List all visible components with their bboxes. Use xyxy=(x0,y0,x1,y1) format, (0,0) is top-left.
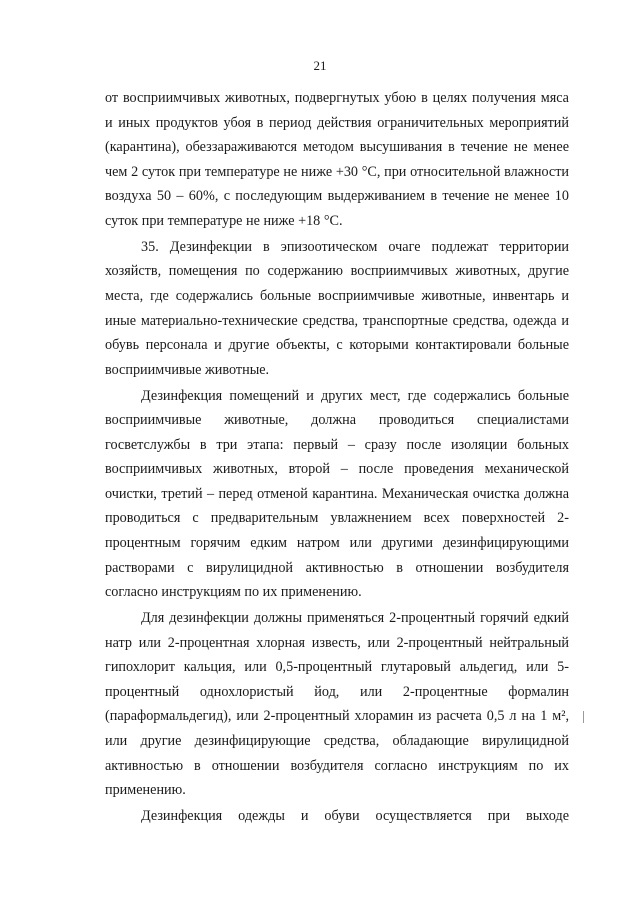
paragraph-carcass-drying: от восприимчивых животных, подвергнутых убою в целях получения мяса и иных продуктов убоя в период действия ограничительных мероприятий (карантина), обеззараживаются методом высушивания в течение не менее чем 2 суток при температуре не ниже +30 °С, при относительной влажности воздуха 50 – 60%, с последующим выдерживанием в течение не менее 10 суток при температуре не ниже +18 °С. xyxy=(105,90,569,229)
paragraph-premises-disinfection-stages: Дезинфекция помещений и других мест, где содержались больные восприимчивые животные, должна проводиться специалистами госветслужбы в три этапа: первый – сразу после изоляции больных восприимчивых животных, второй – после проведения механической очистки, третий – перед отменой карантина. Механическая очистка должна проводиться с предварительным увлажнением всех поверхностей 2-процентным горячим едким натром или другими дезинфицирующими растворами с вирулицидной активностью в отношении возбудителя согласно инструкциям по их применению. xyxy=(105,387,569,601)
paragraph-clothing-disinfection: Дезинфекция одежды и обуви осуществляется при выходе xyxy=(141,807,569,824)
paragraph-35-disinfection-scope: 35. Дезинфекции в эпизоотическом очаге подлежат территории хозяйств, помещения по содержанию восприимчивых животных, другие места, где содержались больные восприимчивые животные, инвентарь и иные материально-технические средства, транспортные средства, одежда и обувь персонала и другие объекты, с которыми контактировали больные восприимчивые животные. xyxy=(105,238,569,378)
document-body xyxy=(105,86,569,829)
scan-artifact-mark xyxy=(583,711,584,723)
paragraph-disinfectant-list: Для дезинфекции должны применяться 2-процентный горячий едкий натр или 2-процентная хлорная известь, или 2-процентный нейтральный гипохлорит кальция, или 0,5-процентный глутаровый альдегид, или 5-процентный однохлористый йод, или 2-процентные формалин (параформальдегид), или 2-процентный хлорамин из расчета 0,5 л на 1 м², или другие дезинфицирующие средства, обладающие вирулицидной активностью в отношении возбудителя согласно инструкциям по их применению. xyxy=(105,610,569,799)
page-number: 21 xyxy=(313,58,327,73)
